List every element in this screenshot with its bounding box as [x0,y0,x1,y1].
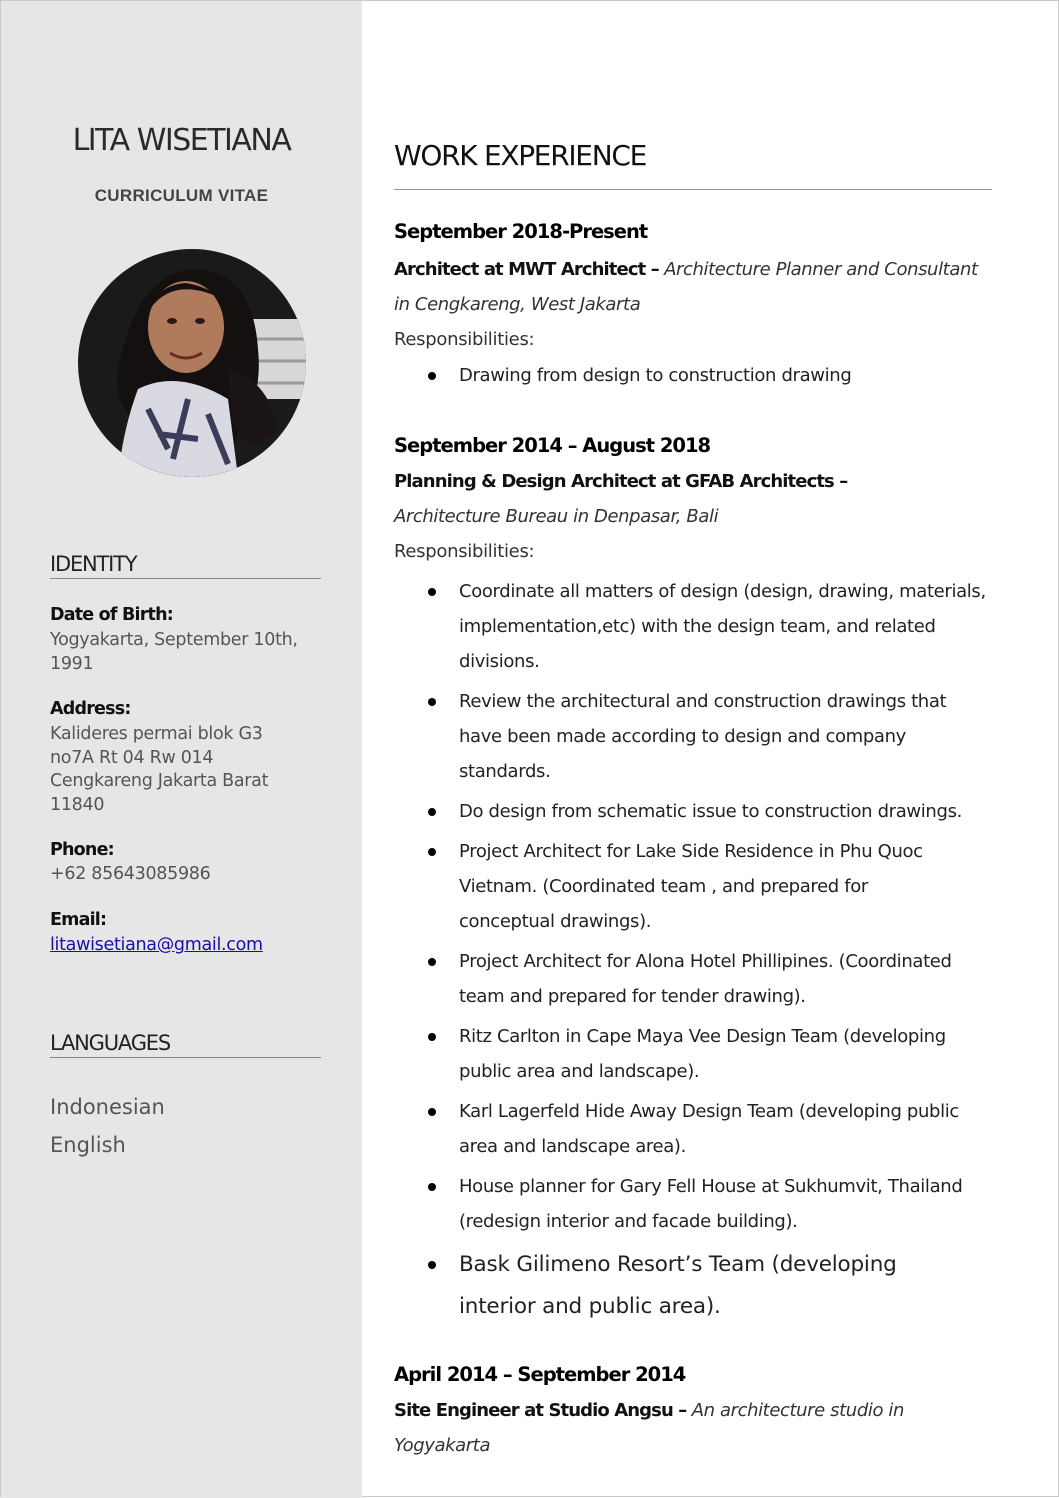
person-name: LITA WISETIANA [72,123,291,158]
heading-divider [394,189,992,190]
sidebar [1,1,362,1498]
list-item: Do design from schematic issue to construction drawings. [424,794,994,829]
list-item: House planner for Gary Fell House at Sukhumvit, Thailand (redesign interior and facade building). [424,1169,994,1239]
phone-value: +62 85643085986 [50,864,211,884]
job-description: Architecture Bureau in Denpasar, Bali [394,506,719,527]
bullet-icon [428,372,436,380]
bullet-icon [428,958,436,966]
languages-heading: LANGUAGES [50,1031,321,1058]
job-role [394,1393,994,1463]
dob-label: Date of Birth: [50,605,173,625]
email-link[interactable]: litawisetiana@gmail.com [50,935,263,955]
address-value: Kalideres permai blok G3 no7A Rt 04 Rw 014 Cengkareng Jakarta Barat 11840 [50,724,269,815]
job-description: An architecture studio in Yogyakarta [394,1400,904,1456]
responsibility-list [424,574,994,1333]
phone-label: Phone: [50,840,114,860]
responsibility-list [424,358,994,398]
document-subtitle: CURRICULUM VITAE [94,186,269,205]
bullet-icon [428,588,436,596]
list-item: Project Architect for Alona Hotel Phillipines. (Coordinated team and prepared for tender drawing). [424,944,994,1014]
job-role [394,252,994,322]
list-item: Coordinate all matters of design (design, drawing, materials, implementation,etc) with the design team, and related divisions. [424,574,994,679]
bullet-icon [428,1033,436,1041]
bullet-icon [428,698,436,706]
job-date: April 2014 – September 2014 [394,1363,686,1386]
language-item: English [50,1133,126,1157]
list-item: Karl Lagerfeld Hide Away Design Team (developing public area and landscape area). [424,1094,994,1164]
job-title: Architect at MWT Architect – [394,259,659,280]
responsibilities-label: Responsibilities: [394,329,535,350]
job-date: September 2014 – August 2018 [394,434,711,457]
bullet-icon [428,1183,436,1191]
list-item: Review the architectural and construction drawings that have been made according to design and company standards. [424,684,994,789]
profile-photo [78,249,306,477]
job-role [394,464,954,534]
bullet-icon [428,1261,436,1269]
list-item: Project Architect for Lake Side Residence in Phu Quoc Vietnam. (Coordinated team , and prepared for conceptual drawings). [424,834,994,939]
job-title: Site Engineer at Studio Angsu – [394,1400,687,1421]
responsibilities-label: Responsibilities: [394,541,535,562]
job-description: Architecture Planner and Consultant in Cengkareng, West Jakarta [394,259,978,315]
list-item: Bask Gilimeno Resort’s Team (developing interior and public area). [424,1244,994,1328]
language-item: Indonesian [50,1095,165,1119]
email-label: Email: [50,910,107,930]
bullet-icon [428,808,436,816]
identity-heading: IDENTITY [50,552,321,579]
bullet-icon [428,1108,436,1116]
bullet-icon [428,848,436,856]
dob-value: Yogyakarta, September 10th, 1991 [50,630,298,674]
list-item: Ritz Carlton in Cape Maya Vee Design Team (developing public area and landscape). [424,1019,994,1089]
list-item: Drawing from design to construction drawing [424,358,994,393]
address-label: Address: [50,699,131,719]
job-title: Planning & Design Architect at GFAB Architects – [394,471,848,492]
work-experience-heading: WORK EXPERIENCE [394,139,646,172]
job-date: September 2018-Present [394,220,648,243]
